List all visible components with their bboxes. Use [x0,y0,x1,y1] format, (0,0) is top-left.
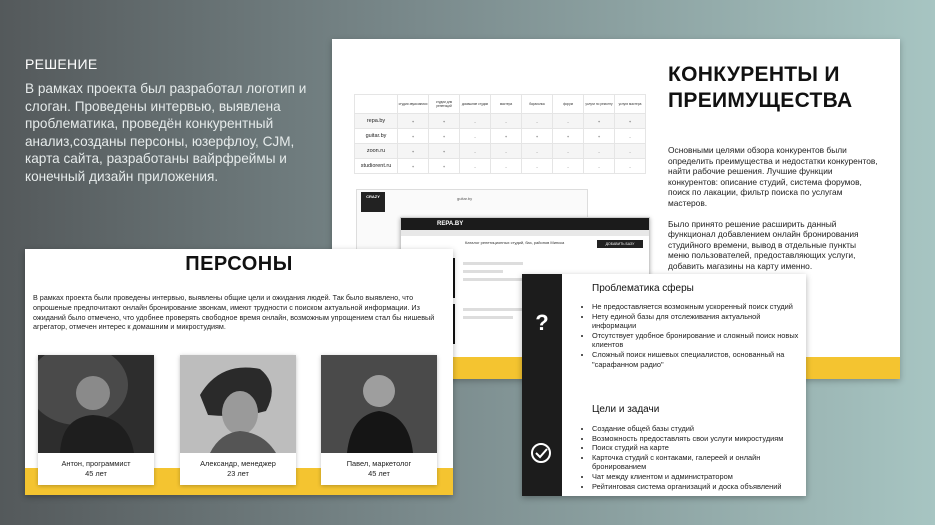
table-row [355,144,646,159]
problems-title: Проблематика сферы [592,283,694,294]
person-photo-icon [321,355,437,453]
personas-intro: В рамках проекта были проведены интервью, выявлены общие цели и ожидания людей. Так было выявлено, что опрошеные предпочитают онлайн бронирование звонкам, имеют трудности с поиском актуальной информации. Из ожиданий было отмечено, что удобнее проверять свободное время онлайн, возможным упрощением стал бы нишевый агрегатор, отмечен интерес к домашним и микростудиям. [33,293,435,332]
list-item: • Рейтинговая система организаций и доска объявлений [592,482,802,492]
competitor-name: repa.by [355,114,398,129]
table-cell: - [522,159,553,174]
table-row [355,129,646,144]
list-item: • Нету единой базы для отслеживания актуальной информации [592,312,802,331]
checkmark-icon [522,434,562,474]
table-cell: - [522,114,553,129]
table-cell: - [460,144,491,159]
persona-card-alexander [180,355,296,485]
list-item: • Не предоставляется возможным ускоренный поиск студий [592,302,802,312]
persona-card-anton [38,355,154,485]
list-item: • Отсутствует удобное бронирование и сложный поиск новых клиентов [592,331,802,350]
repa-subnav [401,230,649,236]
competitors-title: КОНКУРЕНТЫ И ПРЕИМУЩЕСТВА [668,63,853,112]
table-cell: - [615,159,646,174]
table-row [355,159,646,174]
list-item: • Возможность предоставлять свои услуги микростудиям [592,434,802,444]
add-base-button: ДОБАВИТЬ БАЗУ [597,240,643,248]
persona-name: Павел, маркетолог [346,459,412,468]
competitor-name: zoon.ru [355,144,398,159]
goals-list [578,424,802,491]
table-cell: + [398,144,429,159]
column-header: барахолка [522,95,553,114]
table-cell: + [553,129,584,144]
table-cell: + [584,129,615,144]
solution-text: В рамках проекта был разработал логотип и слоган. Проведены интервью, выявлена проблематика, проведён конкурентный анализ,созданы персоны, юзерфлоу, CJM, карта сайта, разработаны вайрфреймы и конечный дизайн приложения. [25,81,307,184]
table-cell: - [491,159,522,174]
table-cell: + [398,114,429,129]
persona-age: 23 лет [227,469,249,478]
table-cell: - [553,144,584,159]
icon-sidebar [522,274,562,496]
avatar [38,355,154,453]
table-cell: - [553,114,584,129]
solution-title: РЕШЕНИЕ [25,56,98,72]
repa-brand: REPA.BY [401,218,649,230]
table-cell: - [460,114,491,129]
table-cell: - [460,159,491,174]
table-cell: + [429,159,460,174]
avatar [321,355,437,453]
table-cell: + [398,129,429,144]
column-header: домашние студии [460,95,491,114]
table-row [355,114,646,129]
table-cell: + [429,144,460,159]
table-cell: + [584,114,615,129]
persona-card-pavel [321,355,437,485]
table-cell: - [584,144,615,159]
table-cell: - [584,159,615,174]
problems-list [578,302,802,369]
column-header: услуги по ремонту [584,95,615,114]
personas-title: ПЕРСОНЫ [185,253,293,275]
table-cell: - [615,129,646,144]
problems-slide [522,274,806,496]
competitors-text [668,145,878,282]
list-item: • Чат между клиентом и администратором [592,472,802,482]
personas-slide [25,249,453,495]
persona-age: 45 лет [85,469,107,478]
list-item: • Сложный поиск нишевых специалистов, основанный на "сарафанном радио" [592,350,802,369]
column-header: студии для репетиций [429,95,460,114]
repa-heading: Каталог репетиционных студий, баз, районов Минска [465,240,565,245]
avatar [180,355,296,453]
table-cell: + [522,129,553,144]
table-cell: + [429,129,460,144]
table-cell: - [522,144,553,159]
column-header: мастера [491,95,522,114]
table-header-row [355,95,646,114]
table-cell: + [398,159,429,174]
table-cell: - [491,114,522,129]
column-header: услуги мастера [615,95,646,114]
table-cell: - [615,144,646,159]
competitors-paragraph-2: Было принято решение расширить данный функционал добавлением онлайн бронирования студийного времени, вывод в отдельные пункты меню пользователей, предоставляющих услуги, добавить магазины на карту именно. [668,218,859,271]
persona-name: Александр, менеджер [200,459,276,468]
persona-age: 45 лет [368,469,390,478]
table-cell: + [491,129,522,144]
persona-name: Антон, программист [61,459,131,468]
list-item: • Создание общей базы студий [592,424,802,434]
competitors-table [354,94,646,174]
table-cell: + [429,114,460,129]
person-photo-icon [38,355,154,453]
competitors-paragraph-1: Основными целями обзора конкурентов были определить преимущества и недостатки конкурентов, найти рабочие решения. Лучшие функции конкурентов: описание студий, система форумов, поиск по лакации, фильтр поиска по услугам мастеров. [668,145,878,208]
table-cell: + [615,114,646,129]
table-cell: - [553,159,584,174]
competitor-name: studiorent.ru [355,159,398,174]
person-photo-icon [180,355,296,453]
question-icon: ? [535,310,549,335]
site-url: guitar.by [457,196,473,201]
list-item: • Поиск студий на карте [592,443,802,453]
list-item: • Карточка студий с контаками, галереей и онлайн бронированием [592,453,802,472]
goals-title: Цели и задачи [592,404,660,415]
table-cell: - [491,144,522,159]
column-header: форум [553,95,584,114]
competitor-name: guitar.by [355,129,398,144]
crazy-logo: CRAZY [361,192,385,212]
table-cell: - [460,129,491,144]
column-header: студии звукозаписи [398,95,429,114]
